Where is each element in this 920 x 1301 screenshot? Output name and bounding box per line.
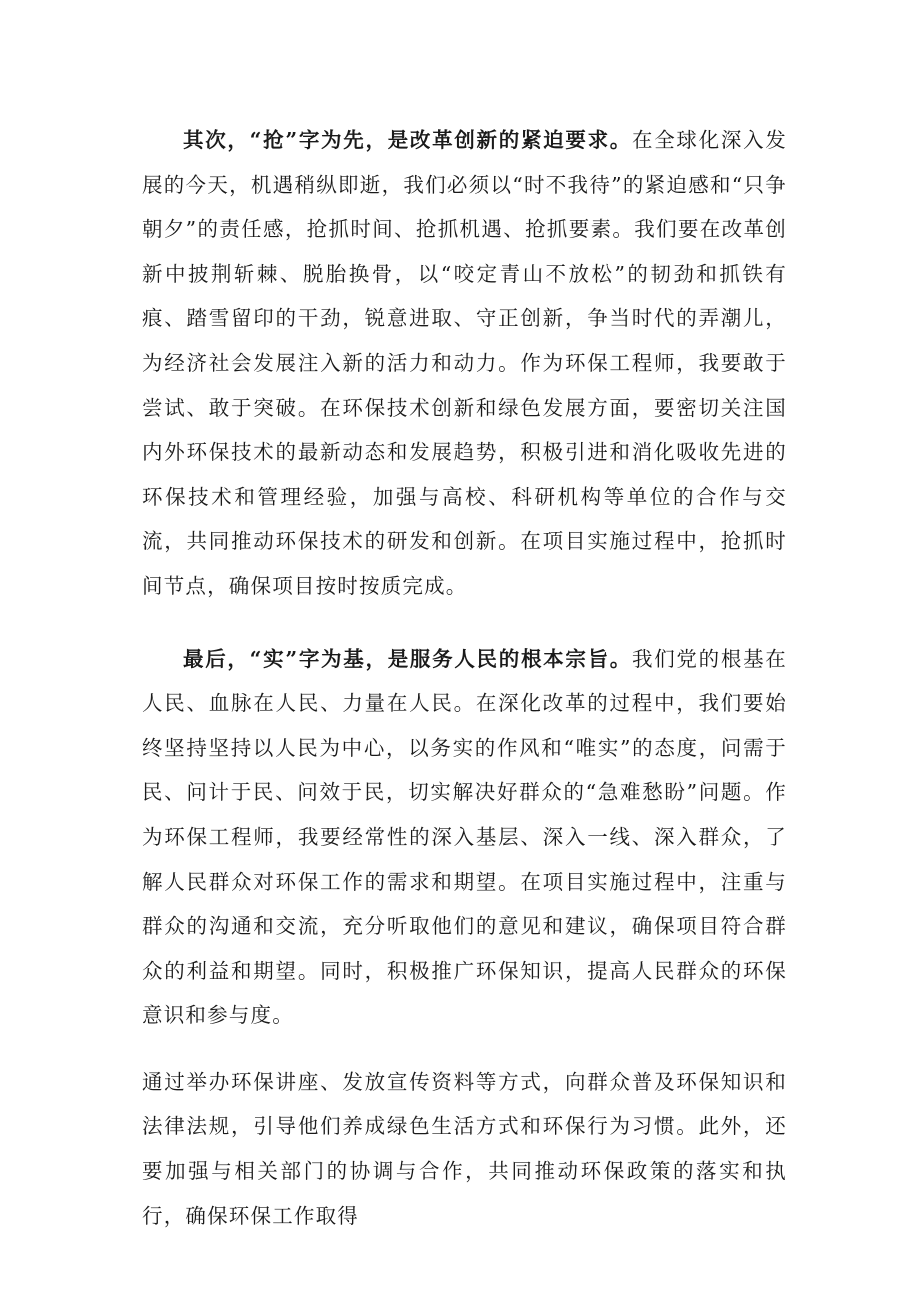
paragraph-continuation xyxy=(142,1060,787,1238)
paragraph-lead-qiang: 其次，“抢”字为先，是改革创新的紧迫要求。 xyxy=(183,128,633,152)
paragraph-lead-shi: 最后，“实”字为基，是服务人民的根本宗旨。 xyxy=(183,646,633,671)
paragraph-qiang xyxy=(142,118,787,609)
paragraph-shi xyxy=(142,637,787,1038)
paragraph-body-continuation: 通过举办环保讲座、发放宣传资料等方式，向群众普及环保知识和法律法规，引导他们养成绿色生活方式和环保行为习惯。此外，还要加强与相关部门的协调与合作，共同推动环保政策的落实和执行，确保环保工作取得 xyxy=(142,1069,787,1228)
paragraph-body-qiang: 在全球化深入发展的今天，机遇稍纵即逝，我们必须以“时不我待”的紧迫感和“只争朝夕”的责任感，抢抓时间、抢抓机遇、抢抓要素。我们要在改革创新中披荆斩棘、脱胎换骨，以“咬定青山不放松”的韧劲和抓铁有痕、踏雪留印的干劲，锐意进取、守正创新，争当时代的弄潮儿，为经济社会发展注入新的活力和动力。作为环保工程师，我要敢于尝试、敢于突破。在环保技术创新和绿色发展方面，要密切关注国内外环保技术的最新动态和发展趋势，积极引进和消化吸收先进的环保技术和管理经验，加强与高校、科研机构等单位的合作与交流，共同推动环保技术的研发和创新。在项目实施过程中，抢抓时间节点，确保项目按时按质完成。 xyxy=(142,128,787,598)
document-page xyxy=(142,118,787,1238)
paragraph-body-shi: 我们党的根基在人民、血脉在人民、力量在人民。在深化改革的过程中，我们要始终坚持坚持以人民为中心，以务实的作风和“唯实”的态度，问需于民、问计于民、问效于民，切实解决好群众的“急难愁盼”问题。作为环保工程师，我要经常性的深入基层、深入一线、深入群众，了解人民群众对环保工作的需求和期望。在项目实施过程中，注重与群众的沟通和交流，充分听取他们的意见和建议，确保项目符合群众的利益和期望。同时，积极推广环保知识，提高人民群众的环保意识和参与度。 xyxy=(142,646,787,1028)
